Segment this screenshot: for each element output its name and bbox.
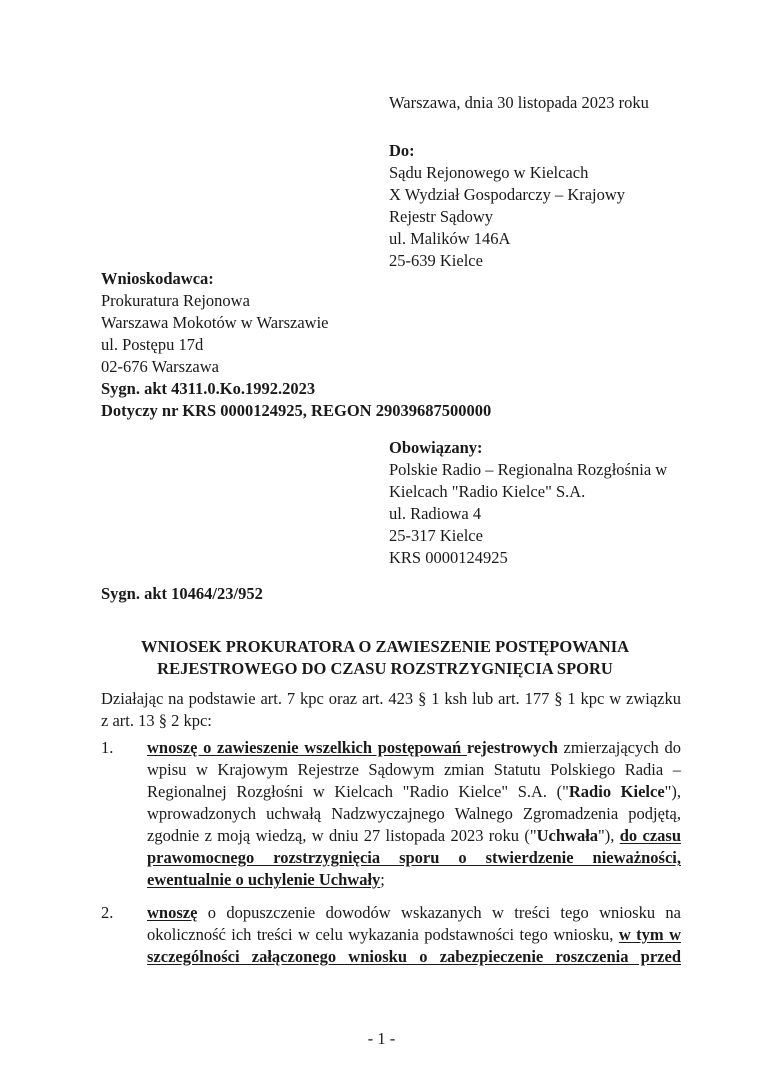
applicant-concerns: Dotyczy nr KRS 0000124925, REGON 29039687500000 — [101, 401, 492, 420]
item-1-text: zmierzających do — [557, 738, 681, 757]
item-1-emphasis: ewentualnie o uchylenie Uchwały — [147, 870, 381, 889]
recipient-line: X Wydział Gospodarczy – Krajowy — [389, 185, 626, 204]
item-1-text: Regionalnej Rozgłośni w Kielcach "Radio Kielce" S.A. (" — [147, 782, 569, 801]
item-1-emphasis: rejestrowych — [466, 738, 558, 757]
intro-line: Działając na podstawie art. 7 kpc oraz art. 423 § 1 ksh lub art. 177 § 1 kpc w związku — [101, 689, 681, 708]
item-1-number: 1. — [101, 738, 114, 757]
item-1-line: wpisu w Krajowym Rejestrze Sądowym zmian Statutu Polskiego Radia – — [147, 760, 681, 779]
item-2-text: o dopuszczenie dowodów wskazanych w treści tego wniosku na — [197, 903, 681, 922]
item-2-number: 2. — [101, 903, 114, 922]
recipient-block — [389, 140, 625, 272]
recipient-label: Do: — [389, 141, 415, 160]
item-1-emphasis: do czasu — [619, 826, 682, 845]
item-1-emphasis: Uchwała — [536, 826, 599, 845]
item-2-emphasis: w tym w — [618, 925, 681, 944]
item-2-line — [147, 902, 681, 924]
item-2-line: szczególności załączonego wniosku o zabezpieczenie roszczenia przed — [147, 947, 681, 966]
applicant-label: Wnioskodawca: — [101, 269, 214, 288]
recipient-line: Sądu Rejonowego w Kielcach — [389, 163, 589, 182]
applicant-line: Prokuratura Rejonowa — [101, 291, 250, 310]
item-1-line — [147, 781, 681, 803]
item-1-line — [147, 737, 681, 759]
obligated-line: Polskie Radio – Regionalna Rozgłośnia w — [389, 460, 668, 479]
intro-paragraph — [101, 688, 681, 732]
document-title — [90, 636, 680, 680]
item-1-text: "), — [664, 782, 681, 801]
item-1-line — [147, 869, 681, 891]
item-1-text: zgodnie z moją wiedzą, w dniu 27 listopada 2023 roku (" — [147, 826, 537, 845]
item-1-text: ; — [380, 870, 385, 889]
item-1-body — [147, 737, 681, 891]
obligated-label: Obowiązany: — [389, 438, 483, 457]
item-2-line — [147, 924, 681, 946]
item-1-emphasis: wnoszę o zawieszenie wszelkich postępowań — [147, 738, 467, 757]
applicant-block — [101, 268, 491, 422]
item-1-line: wprowadzonych uchwałą Nadzwyczajnego Walnego Zgromadzenia podjętą, — [147, 804, 681, 823]
recipient-line: 25-639 Kielce — [389, 251, 483, 270]
obligated-line: Kielcach "Radio Kielce" S.A. — [389, 482, 586, 501]
applicant-case-sign: Sygn. akt 4311.0.Ko.1992.2023 — [101, 379, 316, 398]
title-line: WNIOSEK PROKURATORA O ZAWIESZENIE POSTĘPOWANIA — [140, 637, 630, 656]
item-1-text: "), — [598, 826, 620, 845]
applicant-line: 02-676 Warszawa — [101, 357, 219, 376]
item-1-line — [147, 825, 681, 847]
applicant-line: ul. Postępu 17d — [101, 335, 204, 354]
obligated-line: ul. Radiowa 4 — [389, 504, 482, 523]
recipient-line: ul. Malików 146A — [389, 229, 511, 248]
obligated-block — [389, 437, 667, 569]
date-line: Warszawa, dnia 30 listopada 2023 roku — [389, 93, 649, 112]
obligated-line: KRS 0000124925 — [389, 548, 508, 567]
item-2-emphasis: wnoszę — [147, 903, 198, 922]
intro-line: z art. 13 § 2 kpc: — [101, 711, 212, 730]
item-1-line: prawomocnego rozstrzygnięcia sporu o stwierdzenie nieważności, — [147, 848, 681, 867]
title-line: REJESTROWEGO DO CZASU ROZSTRZYGNIĘCIA SPORU — [157, 659, 613, 678]
case-reference: Sygn. akt 10464/23/952 — [101, 584, 263, 603]
page-number: - 1 - — [367, 1029, 396, 1048]
item-1-emphasis: Radio Kielce — [568, 782, 665, 801]
obligated-line: 25-317 Kielce — [389, 526, 483, 545]
recipient-line: Rejestr Sądowy — [389, 207, 494, 226]
item-2-body — [147, 902, 681, 968]
item-2-text: okoliczność ich treści w celu wykazania podstawności tego wniosku, — [147, 925, 619, 944]
applicant-line: Warszawa Mokotów w Warszawie — [101, 313, 329, 332]
